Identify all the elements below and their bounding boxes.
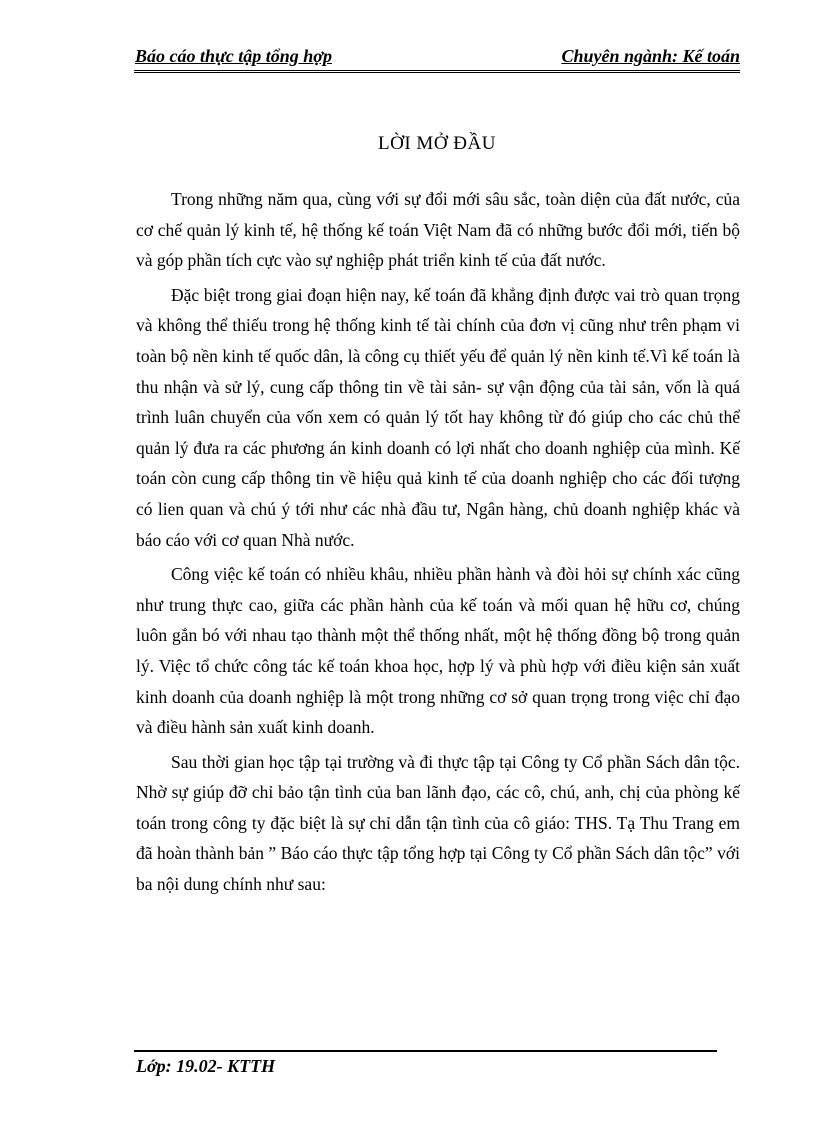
section-title: LỜI MỞ ĐẦU [378, 133, 496, 154]
footer-class-label: Lớp: 19.02- KTTH [136, 1056, 276, 1076]
paragraph-1: Trong những năm qua, cùng với sự đổi mới sâu sắc, toàn diện của đất nước, của cơ chế quản lý kinh tế, hệ thống kế toán Việt Nam đã có những bước đổi mới, tiến bộ và góp phần tích cực vào sự nghiệp phát triển kinh tế của đất nước. [136, 189, 740, 271]
paragraph-3: Công việc kế toán có nhiều khâu, nhiều phần hành và đòi hỏi sự chính xác cũng như trung thực cao, giữa các phần hành của kế toán và mối quan hệ hữu cơ, chúng luôn gắn bó với nhau tạo thành một thể thống nhất, một hệ thống đồng bộ trong quản lý. Việc tổ chức công tác kế toán khoa học, hợp lý và phù hợp với điều kiện sản xuất kinh doanh của doanh nghiệp là một trong những cơ sở quan trọng trong việc chỉ đạo và điều hành sản xuất kinh doanh. [136, 564, 740, 738]
body-text [136, 184, 740, 904]
page-header [134, 44, 740, 73]
paragraph-2: Đặc biệt trong giai đoạn hiện nay, kế toán đã khẳng định được vai trò quan trọng và không thể thiếu trong hệ thống kinh tế tài chính của đơn vị cũng như trên phạm vi toàn bộ nền kinh tế quốc dân, là công cụ thiết yếu để quản lý nền kinh tế.Vì kế toán là thu nhận và sử lý, cung cấp thông tin về tài sản- sự vận động của tài sản, vốn là quá trình luân chuyển của vốn xem có quản lý tốt hay không từ đó giúp cho các chủ thể quản lý đưa ra các phương án kinh doanh có lợi nhất cho doanh nghiệp của mình. Kế toán còn cung cấp thông tin về hiệu quả kinh tế của doanh nghiệp cho các đối tượng có lien quan và chú ý tới như các nhà đầu tư, Ngân hàng, chủ doanh nghiệp khác và báo cáo với cơ quan Nhà nước. [136, 284, 740, 550]
paragraph-4: Sau thời gian học tập tại trường và đi thực tập tại Công ty Cổ phần Sách dân tộc. Nhờ sự giúp đỡ chỉ bảo tận tình của ban lãnh đạo, các cô, chú, anh, chị của phòng kế toán trong công ty đặc biệt là sự chỉ dẫn tận tình của cô giáo: THS. Tạ Thu Trang em đã hoàn thành bản ” Báo cáo thực tập tổng hợp tại Công ty Cổ phần Sách dân tộc” với ba nội dung chính như sau: [136, 751, 740, 895]
header-major: Chuyên ngành: Kế toán [561, 46, 740, 66]
footer-divider [134, 1050, 717, 1052]
header-report-title: Báo cáo thực tập tổng hợp [135, 46, 332, 66]
